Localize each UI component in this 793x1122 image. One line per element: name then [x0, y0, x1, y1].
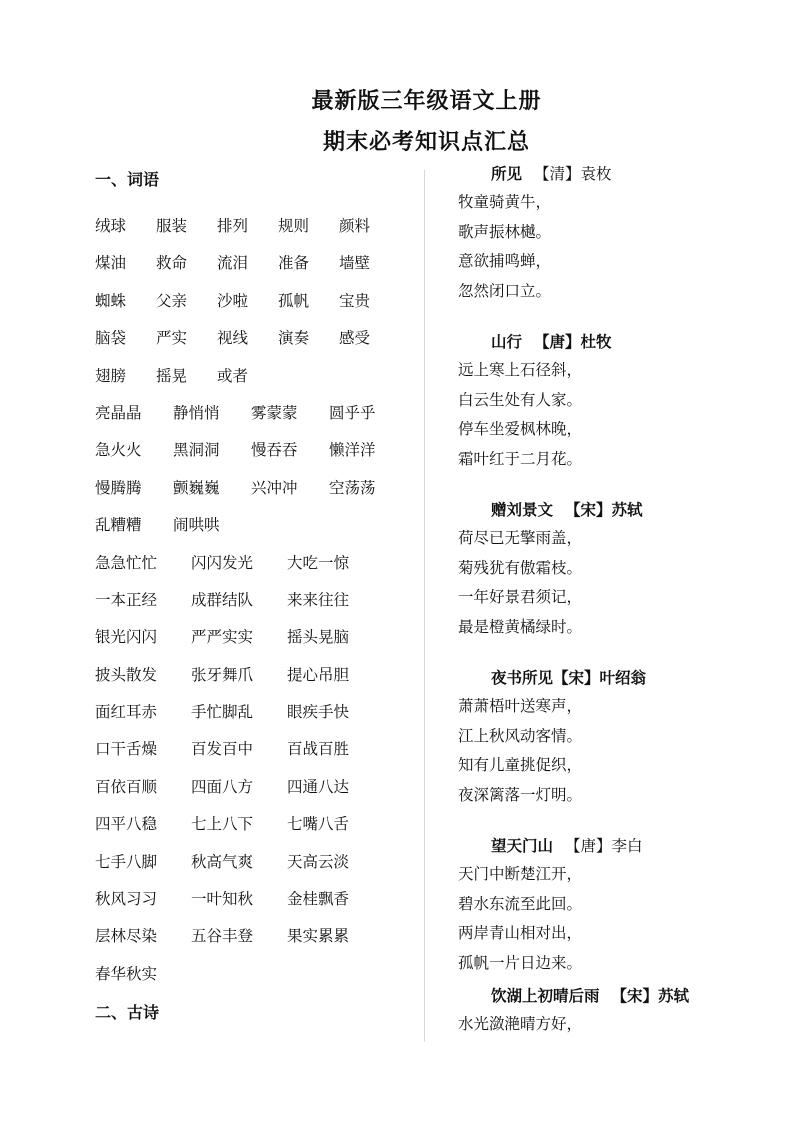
poem-author: 【唐】杜牧	[534, 333, 612, 351]
vocab-row	[95, 881, 415, 918]
vocab-row	[95, 731, 415, 768]
vocab-word: 感受	[339, 329, 371, 348]
poem	[458, 496, 778, 642]
column-divider	[424, 170, 425, 1042]
vocab-word: 孤帆	[278, 291, 310, 310]
poem-author: 【宋】苏轼	[611, 987, 690, 1005]
vocab-word: 面红耳赤	[95, 703, 158, 722]
poem-heading	[458, 496, 778, 524]
vocab-word: 大吃一惊	[287, 553, 350, 572]
vocab-word: 视线	[217, 329, 249, 348]
vocabulary-column	[95, 166, 415, 1027]
vocab-word: 黑洞洞	[173, 441, 220, 460]
poem-title: 夜书所见	[491, 669, 554, 687]
poem	[458, 832, 778, 978]
poem-line: 孤帆一片日边来。	[458, 953, 583, 972]
vocab-word: 眼疾手快	[287, 703, 350, 722]
poem-line: 天门中断楚江开，	[458, 865, 583, 883]
vocab-word: 张牙舞爪	[191, 665, 254, 684]
vocab-word: 慢腾腾	[95, 478, 142, 497]
vocab-word: 来来往往	[287, 590, 350, 609]
vocab-word: 煤油	[95, 254, 127, 273]
vocab-word: 摇头晃脑	[287, 628, 350, 647]
vocab-word: 排列	[217, 217, 249, 235]
poem-heading	[458, 982, 778, 1010]
poem-line: 白云生处有人家。	[458, 390, 583, 409]
vocab-word: 银光闪闪	[95, 628, 158, 647]
vocab-row	[95, 432, 415, 469]
vocab-word: 提心吊胆	[287, 665, 350, 684]
vocab-row	[95, 956, 415, 993]
poem-line: 萧萧梧叶送寒声，	[458, 697, 583, 715]
vocab-row	[95, 918, 415, 955]
vocab-word: 绒球	[95, 217, 127, 235]
vocab-word: 一叶知秋	[191, 890, 254, 909]
vocab-row	[95, 806, 415, 843]
vocab-row	[95, 395, 415, 432]
vocab-word: 口干舌燥	[95, 740, 158, 759]
document-title-line1: 最新版三年级语文上册	[311, 89, 542, 114]
vocab-word: 准备	[278, 254, 310, 273]
poem-heading	[458, 664, 778, 692]
document-title-line2: 期末必考知识点汇总	[322, 130, 530, 155]
vocab-word: 五谷丰登	[191, 927, 254, 946]
vocab-word: 披头散发	[95, 665, 158, 684]
vocab-word: 父亲	[156, 291, 188, 310]
vocab-row	[95, 470, 415, 507]
vocab-word: 墙壁	[339, 254, 371, 273]
poem-author: 【唐】李白	[565, 837, 643, 855]
vocab-row	[95, 769, 415, 806]
poem-author: 【宋】叶绍翁	[553, 669, 647, 687]
vocab-word: 脑袋	[95, 329, 127, 348]
vocab-word: 春华秋实	[95, 964, 158, 983]
vocab-word: 救命	[156, 254, 188, 273]
poem-line: 停车坐爱枫林晚，	[458, 420, 583, 438]
vocab-row	[95, 320, 415, 357]
poem-title: 望天门山	[491, 837, 554, 855]
vocab-word: 亮晶晶	[95, 403, 142, 422]
vocab-row	[95, 619, 415, 656]
poem-heading	[458, 160, 778, 188]
poem-author: 【宋】苏轼	[565, 501, 643, 519]
poem-line: 荷尽已无擎雨盖，	[458, 529, 583, 547]
poem-title: 山行	[491, 333, 523, 351]
section-heading-vocabulary: 一、词语	[95, 170, 160, 189]
vocab-word: 兴冲冲	[251, 478, 298, 497]
vocab-word: 蜘蛛	[95, 291, 127, 310]
poem-line: 一年好景君须记，	[458, 588, 583, 606]
poem-line: 菊残犹有傲霜枝。	[458, 558, 583, 577]
vocab-word: 宝贵	[339, 291, 371, 310]
vocab-word: 服装	[156, 217, 188, 235]
vocab-word: 演奏	[278, 329, 310, 348]
vocab-word: 圆乎乎	[329, 403, 376, 422]
vocab-word: 百发百中	[191, 740, 254, 759]
poem-line: 远上寒上石径斜，	[458, 361, 583, 379]
poem-line: 最是橙黄橘绿时。	[458, 617, 583, 636]
vocab-word: 雾蒙蒙	[251, 403, 298, 422]
vocab-word: 层林尽染	[95, 927, 158, 946]
poem-line: 夜深篱落一灯明。	[458, 785, 583, 804]
section-heading-poems: 二、古诗	[95, 1003, 160, 1023]
vocab-word: 慢吞吞	[251, 441, 298, 460]
vocab-word: 严实	[156, 329, 188, 348]
poem-title: 饮湖上初晴后雨	[491, 987, 600, 1005]
vocab-row	[95, 283, 415, 320]
vocab-word: 严严实实	[191, 628, 254, 647]
poem-heading	[458, 328, 778, 356]
poem-line: 江上秋风动客情。	[458, 726, 583, 745]
vocab-word: 四面八方	[191, 777, 254, 796]
vocab-row	[95, 694, 415, 731]
vocab-word: 静悄悄	[173, 403, 220, 422]
vocab-word: 四通八达	[287, 777, 350, 796]
vocab-word: 流泪	[217, 254, 249, 273]
vocab-word: 或者	[217, 366, 249, 385]
vocab-word: 秋风习习	[95, 890, 158, 909]
vocab-word: 金桂飘香	[287, 890, 350, 909]
vocab-word: 百依百顺	[95, 777, 158, 796]
poem-line: 水光潋滟晴方好，	[458, 1015, 583, 1033]
poem	[458, 160, 778, 306]
poem-line: 两岸青山相对出，	[458, 924, 583, 942]
vocab-word: 闹哄哄	[173, 516, 220, 535]
poem	[458, 982, 778, 1040]
poem-line: 意欲捕鸣蝉，	[458, 252, 552, 270]
vocab-row	[95, 545, 415, 582]
poem-heading	[458, 832, 778, 860]
vocab-word: 摇晃	[156, 366, 188, 385]
vocab-word: 闪闪发光	[191, 553, 254, 572]
vocab-word: 急火火	[95, 441, 142, 460]
poems-column	[458, 160, 778, 1062]
vocab-word: 颜料	[339, 217, 371, 235]
vocab-word: 七手八脚	[95, 852, 158, 871]
poem	[458, 328, 778, 474]
poem-line: 碧水东流至此回。	[458, 894, 583, 913]
poem-line: 牧童骑黄牛，	[458, 193, 552, 211]
vocab-word: 四平八稳	[95, 815, 158, 834]
vocab-word: 翅膀	[95, 366, 127, 385]
poem-line: 歌声振林樾。	[458, 222, 552, 241]
vocab-row	[95, 358, 415, 395]
vocab-row	[95, 657, 415, 694]
vocab-row	[95, 245, 415, 282]
poem	[458, 664, 778, 810]
vocab-word: 秋高气爽	[191, 852, 254, 871]
poem-line: 忽然闭口立。	[458, 281, 552, 300]
vocab-word: 乱糟糟	[95, 516, 142, 535]
vocab-word: 天高云淡	[287, 852, 350, 871]
vocab-word: 一本正经	[95, 590, 158, 609]
vocabulary-list	[95, 208, 415, 993]
poem-line: 知有儿童挑促织，	[458, 756, 583, 774]
vocab-word: 成群结队	[191, 590, 254, 609]
poem-title: 赠刘景文	[491, 501, 554, 519]
vocab-word: 规则	[278, 217, 310, 235]
vocab-row	[95, 208, 415, 245]
vocab-word: 沙啦	[217, 291, 249, 310]
poem-author: 【清】袁枚	[534, 165, 612, 183]
vocab-word: 急急忙忙	[95, 553, 158, 572]
poem-line: 霜叶红于二月花。	[458, 449, 583, 468]
vocab-word: 手忙脚乱	[191, 703, 254, 722]
vocab-row	[95, 844, 415, 881]
poem-title: 所见	[491, 165, 523, 183]
vocab-word: 懒洋洋	[329, 441, 376, 460]
vocab-word: 果实累累	[287, 927, 350, 946]
vocab-word: 百战百胜	[287, 740, 350, 759]
vocab-word: 七上八下	[191, 815, 254, 834]
vocab-row	[95, 507, 415, 544]
vocab-word: 空荡荡	[329, 478, 376, 497]
vocab-word: 颤巍巍	[173, 478, 220, 497]
vocab-row	[95, 582, 415, 619]
vocab-word: 七嘴八舌	[287, 815, 350, 834]
